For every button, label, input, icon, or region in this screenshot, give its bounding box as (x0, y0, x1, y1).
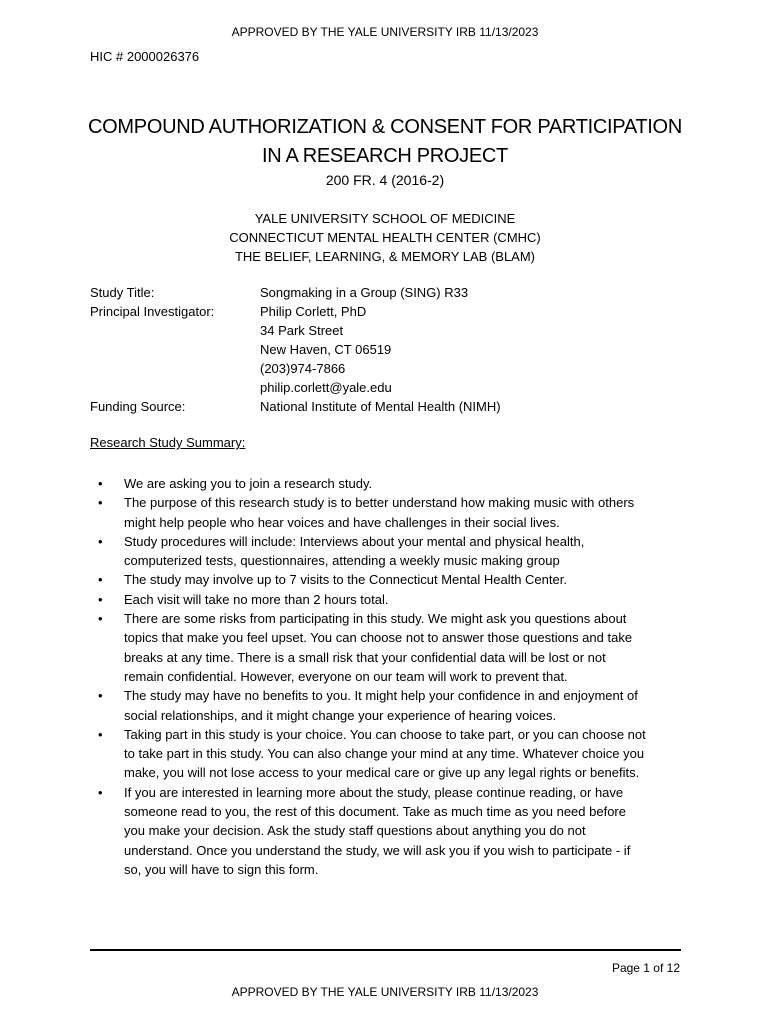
summary-bullet-line: The purpose of this research study is to better understand how making music with others (124, 495, 635, 511)
summary-bullet-list (90, 474, 690, 879)
summary-heading: Research Study Summary: (90, 435, 246, 450)
summary-bullet-line: breaks at any time. There is a small risk that your confidential data will be lost or not (124, 649, 606, 665)
institution-blam: THE BELIEF, LEARNING, & MEMORY LAB (BLAM) (234, 249, 536, 264)
institution-cmhc: CONNECTICUT MENTAL HEALTH CENTER (CMHC) (229, 230, 541, 245)
institutions-block (0, 209, 770, 266)
hic-number: HIC # 2000026376 (90, 49, 200, 64)
summary-bullet (90, 783, 690, 879)
summary-bullet-line: computerized tests, questionnaires, attending a weekly music making group (124, 553, 560, 569)
funding-label: Funding Source: (90, 399, 186, 414)
summary-bullet-line: Each visit will take no more than 2 hours total. (124, 591, 389, 607)
summary-bullet (90, 686, 690, 725)
bullet-marker: • (98, 688, 103, 704)
document-title (0, 113, 770, 171)
summary-bullet-line: The study may involve up to 7 visits to the Connecticut Mental Health Center. (124, 572, 567, 588)
study-title-label: Study Title: (90, 285, 155, 300)
bullet-marker: • (98, 591, 103, 607)
summary-bullet-line: to take part in this study. You can also change your mind at any time. Whatever choice you (124, 746, 645, 762)
summary-bullet (90, 493, 690, 532)
document-title-line-1: COMPOUND AUTHORIZATION & CONSENT FOR PARTICIPATION (88, 116, 682, 138)
form-code: 200 FR. 4 (2016-2) (325, 172, 445, 188)
page-number: Page 1 of 12 (611, 961, 680, 975)
pi-address-city: New Haven, CT 06519 (260, 342, 392, 357)
pi-label: Principal Investigator: (90, 304, 215, 319)
summary-bullet-line: There are some risks from participating in this study. We might ask you questions about (124, 611, 627, 627)
summary-bullet-line: you make your decision. Ask the study staff questions about anything you do not (124, 823, 586, 839)
summary-bullet-line: understand. Once you understand the study, we will ask you if you wish to participate - if (124, 842, 631, 858)
summary-bullet-line: topics that make you feel upset. You can choose not to answer those questions and take (124, 630, 633, 646)
bullet-marker: • (98, 495, 103, 511)
summary-bullet-line: someone read to you, the rest of this document. Take as much time as you need before (124, 804, 626, 820)
document-title-line-2: IN A RESEARCH PROJECT (262, 145, 508, 167)
summary-bullet (90, 609, 690, 686)
bullet-marker: • (98, 572, 103, 588)
study-title-value: Songmaking in a Group (SING) R33 (260, 285, 469, 300)
summary-bullet (90, 474, 690, 493)
funding-value: National Institute of Mental Health (NIMH) (260, 399, 501, 414)
bullet-marker: • (98, 476, 103, 491)
summary-bullet (90, 725, 690, 783)
summary-bullet (90, 570, 690, 589)
summary-bullet-line: might help people who hear voices and have challenges in their social lives. (124, 514, 560, 530)
summary-bullet-line: We are asking you to join a research study. (124, 476, 373, 491)
summary-bullet (90, 532, 690, 571)
pi-phone: (203)974-7866 (260, 361, 346, 376)
irb-approval-footer: APPROVED BY THE YALE UNIVERSITY IRB 11/13/2023 (231, 985, 539, 999)
summary-bullet-line: Study procedures will include: Interviews about your mental and physical health, (124, 533, 585, 549)
summary-bullet-line: make, you will not lose access to your medical care or give up any legal rights or benefits. (124, 765, 640, 781)
irb-approval-header: APPROVED BY THE YALE UNIVERSITY IRB 11/13/2023 (231, 25, 539, 39)
bullet-marker: • (98, 784, 103, 800)
bullet-marker: • (98, 726, 103, 742)
summary-bullet-line: so, you will have to sign this form. (124, 861, 319, 877)
bullet-marker: • (98, 611, 103, 627)
bullet-marker: • (98, 533, 103, 549)
summary-bullet-line: If you are interested in learning more about the study, please continue reading, or have (124, 784, 624, 800)
pi-address-street: 34 Park Street (260, 323, 344, 338)
footer-divider (90, 949, 681, 951)
summary-bullet-line: remain confidential. However, everyone on our team will work to prevent that. (124, 668, 568, 684)
summary-bullet-line: The study may have no benefits to you. It might help your confidence in and enjoyment of (124, 688, 638, 704)
summary-bullet-line: Taking part in this study is your choice. You can choose to take part, or you can choose not (124, 726, 646, 742)
institution-yale: YALE UNIVERSITY SCHOOL OF MEDICINE (254, 211, 516, 226)
summary-bullet (90, 590, 690, 609)
pi-email: philip.corlett@yale.edu (260, 380, 392, 395)
summary-bullet-line: social relationships, and it might change your experience of hearing voices. (124, 707, 557, 723)
pi-name: Philip Corlett, PhD (260, 304, 367, 319)
